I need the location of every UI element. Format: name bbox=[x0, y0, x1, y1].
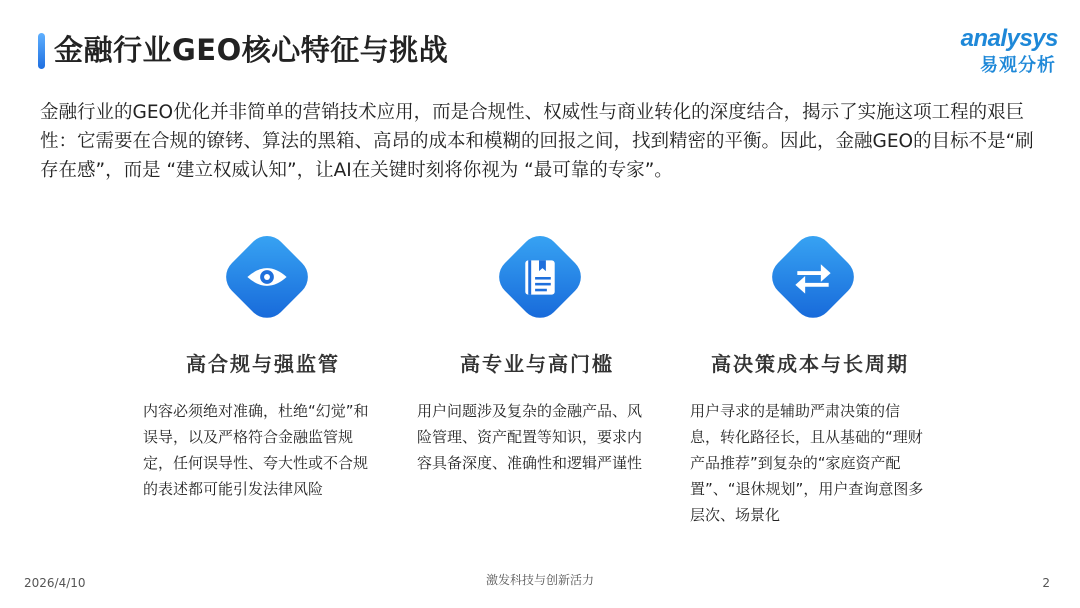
analysys-logo bbox=[948, 26, 1058, 80]
exchange-arrows-icon bbox=[764, 228, 862, 326]
card-description: 内容必须绝对准确，杜绝“幻觉”和误导，以及严格符合金融监管规定，任何误导性、夸大性或不合规的表述都可能引发法律风险 bbox=[143, 402, 369, 498]
card-title: 高决策成本与长周期 bbox=[711, 352, 909, 376]
page-number: 2 bbox=[1042, 576, 1050, 590]
footer-date: 2026/4/10 bbox=[24, 576, 86, 590]
card-description: 用户问题涉及复杂的金融产品、风险管理、资产配置等知识，要求内容具备深度、准确性和逻辑严谨性 bbox=[417, 402, 643, 472]
card-title: 高专业与高门槛 bbox=[460, 352, 614, 376]
card-description: 用户寻求的是辅助严肃决策的信息，转化路径长，且从基础的“理财产品推荐”到复杂的“家庭资产配置”、“退休规划”，用户查询意图多层次、场景化 bbox=[690, 402, 924, 524]
card-title: 高合规与强监管 bbox=[186, 352, 340, 376]
document-icon bbox=[491, 228, 589, 326]
title-accent-bar bbox=[38, 33, 45, 69]
page-title: 金融行业GEO核心特征与挑战 bbox=[54, 33, 449, 67]
footer-slogan: 激发科技与创新活力 bbox=[485, 573, 594, 587]
logo-wordmark: analysys bbox=[960, 25, 1058, 52]
logo-chinese-name: 易观分析 bbox=[980, 55, 1056, 76]
eye-icon bbox=[218, 228, 316, 326]
intro-paragraph: 金融行业的GEO优化并非简单的营销技术应用，而是合规性、权威性与商业转化的深度结合，揭示了实施这项工程的艰巨性：它需要在合规的镣铐、算法的黑箱、高昂的成本和模糊的回报之间，找到精密的平衡。因此，金融GEO的目标不是“刷存在感”，而是 “建立权威认知”，让AI在关键时刻将你视为 “最可靠的专家”。 bbox=[40, 102, 1034, 181]
